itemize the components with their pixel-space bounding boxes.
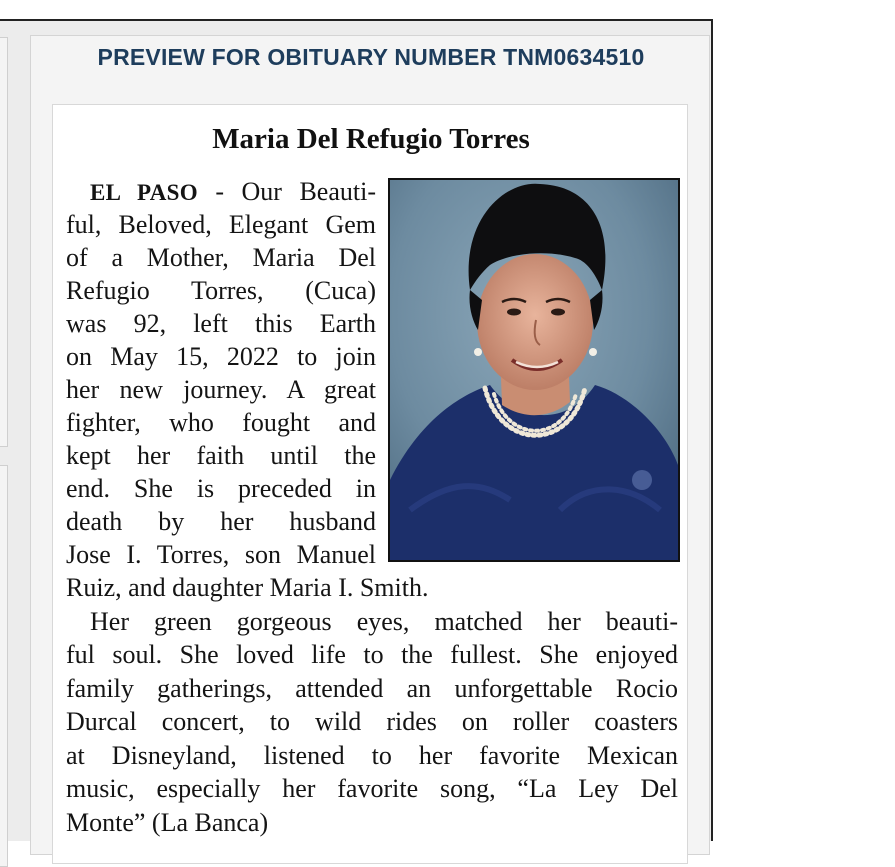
text-line: at Disneyland, listened to her favorite Mexican [66, 740, 678, 770]
text-line: end. She is preceded in [66, 474, 376, 503]
obituary-first-paragraph [66, 175, 376, 571]
dateline: EL PASO [90, 180, 198, 205]
text-line: was 92, left this Earth [66, 309, 376, 338]
text-line: kept her faith until the [66, 441, 376, 470]
text-line: fighter, who fought and [66, 408, 376, 437]
text-line: EL PASO - Our Beauti- [90, 177, 376, 206]
text-line: of a Mother, Maria Del [66, 243, 376, 272]
obituary-second-paragraph [66, 571, 678, 839]
text-line: family gatherings, attended an unforgettable Rocio [66, 673, 678, 703]
text-line: on May 15, 2022 to join [66, 342, 376, 371]
portrait-photo-icon [388, 178, 680, 562]
preview-heading: PREVIEW FOR OBITUARY NUMBER TNM0634510 [97, 44, 645, 70]
portrait-illustration [390, 180, 678, 560]
obituary-preview-panel [30, 35, 710, 855]
text-line: Refugio Torres, (Cuca) [66, 276, 376, 305]
left-side-panel-bottom [0, 465, 8, 867]
text-line: music, especially her favorite song, “La Ley Del [66, 774, 678, 803]
text-line: death by her husband [66, 507, 376, 536]
text-line: Monte” (La Banca) [66, 807, 269, 837]
text-line: Jose I. Torres, son Manuel [66, 540, 376, 569]
obituary-proof [52, 104, 688, 864]
obituary-name: Maria Del Refugio Torres [212, 123, 530, 155]
text-line: her new journey. A great [66, 375, 376, 404]
text-line: Her green gorgeous eyes, matched her beauti- [90, 606, 678, 636]
text-line: ful, Beloved, Elegant Gem [66, 210, 376, 239]
text-line: Durcal concert, to wild rides on roller coasters [66, 707, 678, 736]
text-line: Ruiz, and daughter Maria I. Smith. [66, 573, 429, 602]
app-window [0, 19, 713, 841]
text-line: ful soul. She loved life to the fullest. She enjoyed [66, 640, 678, 669]
left-side-panel-top [0, 37, 8, 447]
